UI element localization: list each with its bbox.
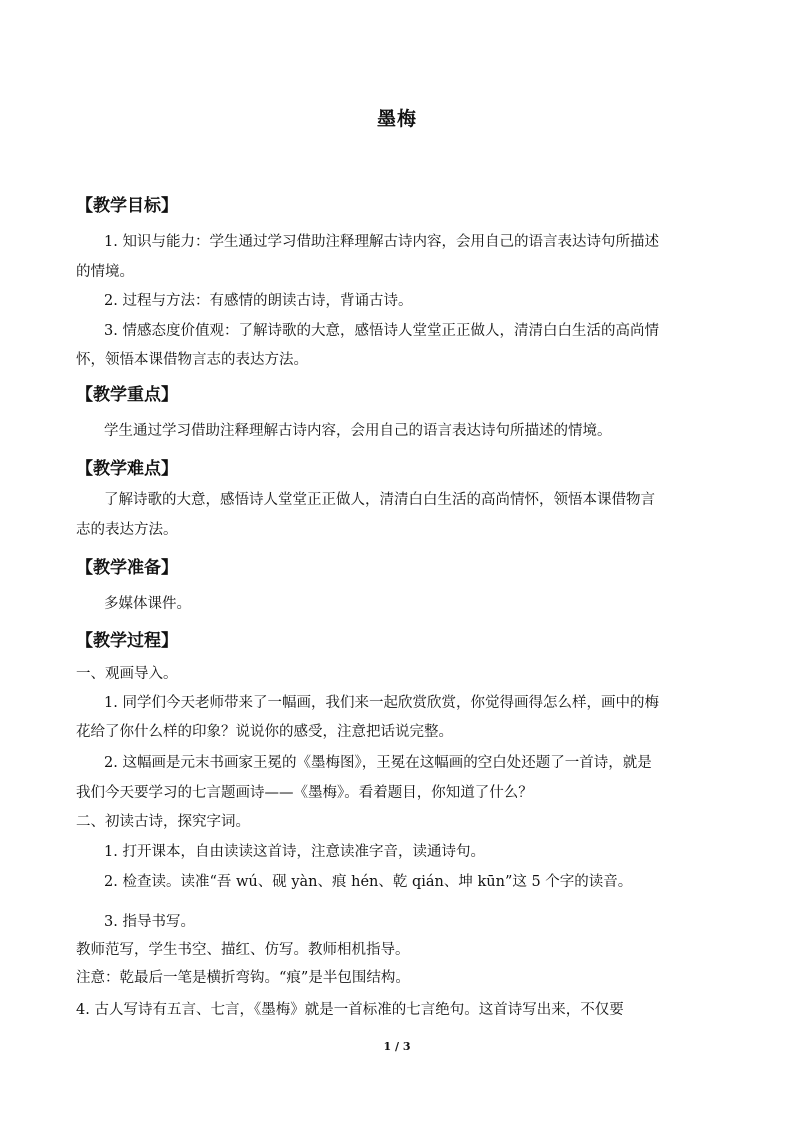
process-item-1-line-2: 花给了你什么样的印象？说说你的感受，注意把话说完整。 xyxy=(76,724,453,740)
process-item-6: 4. 古人写诗有五言、七言，《墨梅》就是一首标准的七言绝句。这首诗写出来，不仅要 xyxy=(76,1002,624,1018)
objectives-item-3-line-1: 3. 情感态度价值观：了解诗歌的大意，感悟诗人堂堂正正做人，清清白白生活的高尚情 xyxy=(104,323,659,339)
process-part-2-title: 二、初读古诗，探究字词。 xyxy=(76,814,250,830)
process-item-2-line-1: 2. 这幅画是元末书画家王冕的《墨梅图》，王冕在这幅画的空白处还题了一首诗，就是 xyxy=(104,755,652,771)
process-item-2-line-2: 我们今天要学习的七言题画诗——《墨梅》。看着题目，你知道了什么？ xyxy=(76,785,533,801)
key-points-text: 学生通过学习借助注释理解古诗内容，会用自己的语言表达诗句所描述的情境。 xyxy=(104,423,612,439)
process-item-1-line-1: 1. 同学们今天老师带来了一幅画，我们来一起欣赏欣赏，你觉得画得怎么样，画中的梅 xyxy=(104,695,659,711)
process-heading: 【教学过程】 xyxy=(76,631,178,651)
process-part-1-title: 一、观画导入。 xyxy=(76,666,178,682)
difficulties-line-1: 了解诗歌的大意，感悟诗人堂堂正正做人，清清白白生活的高尚情怀，领悟本课借物言 xyxy=(104,492,655,508)
preparation-text: 多媒体课件。 xyxy=(104,596,191,612)
key-points-heading: 【教学重点】 xyxy=(76,385,178,405)
difficulties-heading: 【教学难点】 xyxy=(76,459,178,479)
process-item-4: 2. 检查读。读准“吾 wú、砚 yàn、痕 hén、乾 qián、坤 kūn”这 5 个字的读音。 xyxy=(104,874,633,890)
objectives-item-1-line-2: 的情境。 xyxy=(76,264,134,280)
objectives-item-3-line-2: 怀，领悟本课借物言志的表达方法。 xyxy=(76,352,308,368)
process-item-5-detail-2: 注意：乾最后一笔是横折弯钩。“痕”是半包围结构。 xyxy=(76,970,410,986)
objectives-heading: 【教学目标】 xyxy=(76,196,178,216)
difficulties-line-2: 志的表达方法。 xyxy=(76,522,178,538)
process-item-5: 3. 指导书写。 xyxy=(104,914,195,930)
objectives-item-2: 2. 过程与方法：有感情的朗读古诗，背诵古诗。 xyxy=(104,293,413,309)
process-item-5-detail-1: 教师范写，学生书空、描红、仿写。教师相机指导。 xyxy=(76,942,410,958)
objectives-item-1-line-1: 1. 知识与能力：学生通过学习借助注释理解古诗内容，会用自己的语言表达诗句所描述 xyxy=(104,234,659,250)
process-item-3: 1. 打开课本，自由读读这首诗，注意读准字音，读通诗句。 xyxy=(104,844,485,860)
page-indicator: 1 / 3 xyxy=(383,1040,411,1053)
preparation-heading: 【教学准备】 xyxy=(76,558,178,578)
page-title: 墨梅 xyxy=(376,108,417,130)
